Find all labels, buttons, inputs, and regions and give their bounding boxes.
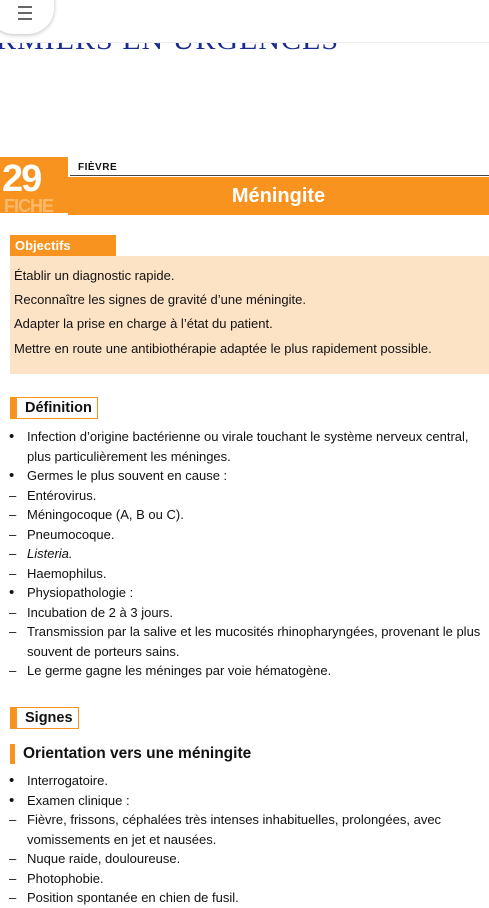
definition-heading-label: Définition — [16, 397, 98, 419]
objective-item: Adapter la prise en charge à l’état du patient. — [14, 316, 273, 332]
objective-item: Mettre en route une antibiothérapie adaptée le plus rapidement possible. — [14, 340, 432, 356]
list-item: – Nuque raide, douloureuse. — [8, 849, 489, 869]
fiche-label: FICHE — [4, 196, 53, 216]
definition-list — [8, 427, 489, 681]
divider — [70, 175, 489, 176]
list-item: – Méningocoque (A, B ou C). — [8, 505, 489, 525]
objective-item: Reconnaître les signes de gravité d’une méningite. — [14, 292, 306, 308]
fiche-title: Méningite — [68, 177, 489, 215]
definition-heading — [10, 397, 98, 419]
top-bar — [0, 0, 489, 43]
list-item: – Transmission par la salive et les mucosités rhinopharyngées, provenant le plus souvent de porteurs sains. — [8, 622, 489, 661]
list-item: – Position spontanée en chien de fusil. — [8, 888, 489, 908]
objectives-heading: Objectifs — [10, 235, 116, 256]
list-item: – Incubation de 2 à 3 jours. — [8, 603, 489, 623]
list-item: • Examen clinique : — [8, 791, 489, 811]
fiche-number: 29 — [2, 158, 41, 200]
objective-item: Établir un diagnostic rapide. — [14, 268, 175, 283]
list-item: – Le germe gagne les méninges par voie hématogène. — [8, 661, 489, 681]
objectives-box — [10, 256, 489, 374]
signes-heading — [10, 707, 79, 729]
signes-list — [8, 771, 489, 908]
signes-subheading: Orientation vers une méningite — [10, 744, 251, 764]
list-item: – Haemophilus. — [8, 564, 489, 584]
fiche-category: FIÈVRE — [78, 162, 118, 173]
list-item: • Infection d’origine bactérienne ou virale touchant le système nerveux central, plus particulièrement les méninges. — [8, 427, 489, 466]
list-item: – Entérovirus. — [8, 486, 489, 506]
list-item: • Germes le plus souvent en cause : — [8, 466, 489, 486]
list-item: – Photophobie. — [8, 869, 489, 889]
list-item: • Physiopathologie : — [8, 583, 489, 603]
list-item: – Listeria. — [8, 544, 489, 564]
list-item: – Pneumocoque. — [8, 525, 489, 545]
list-item: – Fièvre, frissons, céphalées très intenses inhabituelles, prolongées, avec vomissements en jet et nausées. — [8, 810, 489, 849]
signes-heading-label: Signes — [16, 707, 79, 729]
list-item: • Interrogatoire. — [8, 771, 489, 791]
